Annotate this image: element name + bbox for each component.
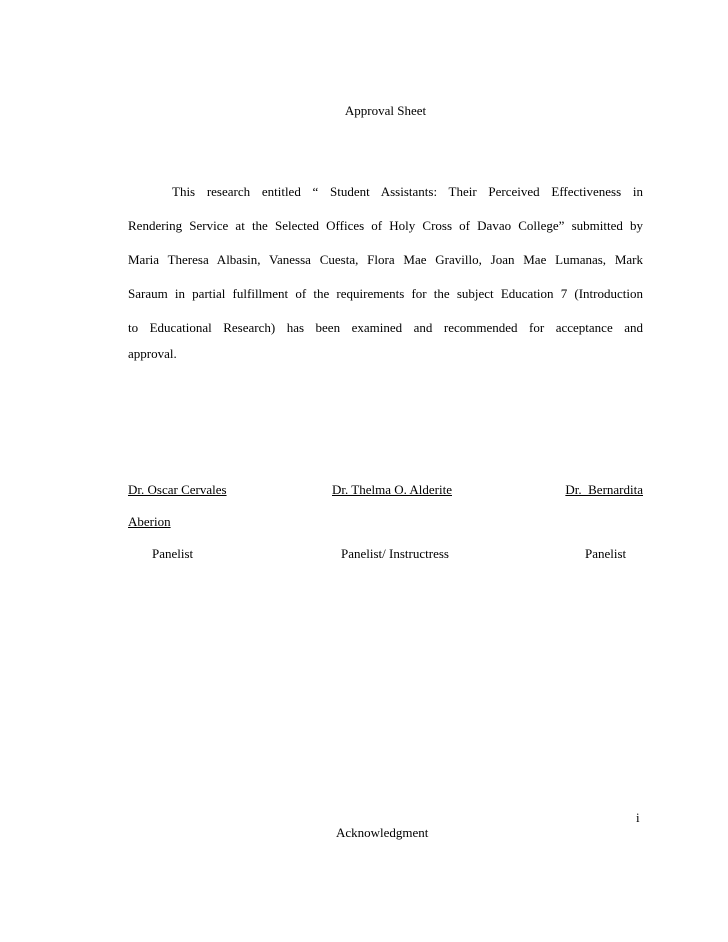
page-title: Approval Sheet [344,103,427,118]
paragraph-line: Saraum in partial fulfillment of the requirements for the subject Education 7 (Introduction [128,286,643,301]
paragraph-line: to Educational Research) has been examined and recommended for acceptance and [128,320,643,335]
signatory-name-continued: Aberion [128,514,171,529]
paragraph-line: Maria Theresa Albasin, Vanessa Cuesta, Flora Mae Gravillo, Joan Mae Lumanas, Mark [128,252,643,267]
signatory-name: Dr. Thelma O. Alderite [332,482,452,497]
next-section-title: Acknowledgment [336,825,429,840]
signatory-role: Panelist [152,546,194,561]
signatory-role: Panelist/ Instructress [341,546,449,561]
paragraph-line: This research entitled “ Student Assistants: Their Perceived Effectiveness in [172,184,643,199]
signatory-name: Dr. Bernardita [565,482,643,497]
signatory-role: Panelist [585,546,627,561]
signatory-name: Dr. Oscar Cervales [128,482,227,497]
paragraph-line: Rendering Service at the Selected Offices of Holy Cross of Davao College” submitted by [128,218,643,233]
page-number: i [636,810,640,825]
paragraph-line: approval. [128,346,177,361]
